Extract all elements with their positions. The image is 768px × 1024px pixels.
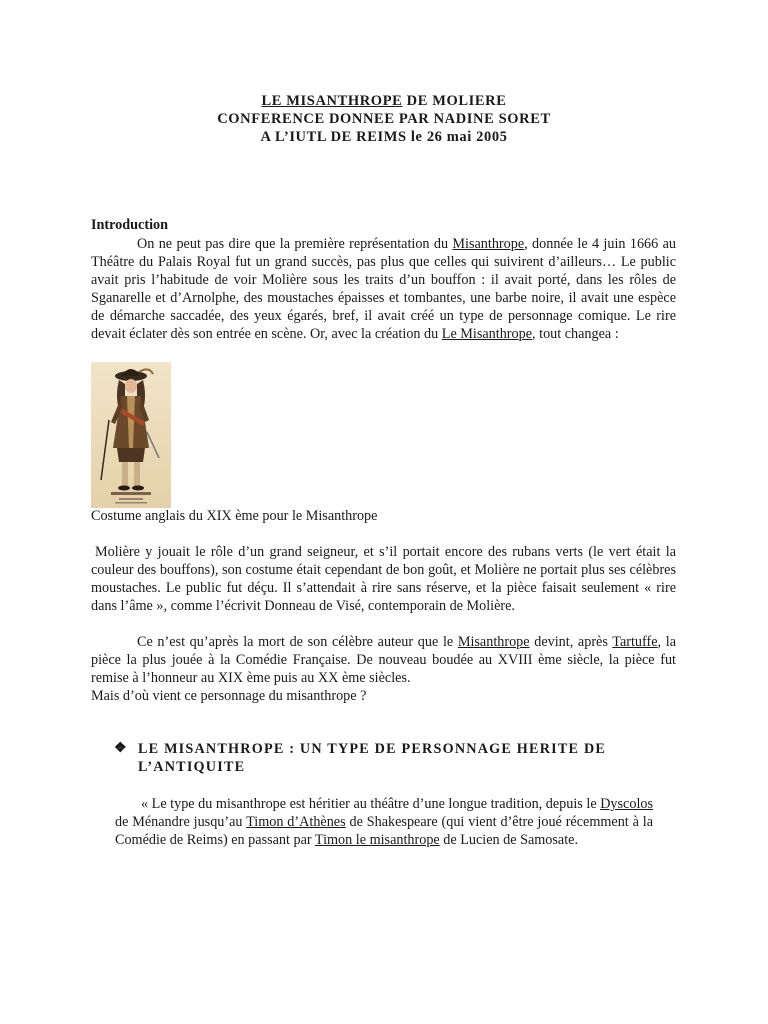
text-run: , donnée le 4 juin 1666 au Théâtre du Palais Royal fut un grand succès, pas plus que celles qui suivirent d’ailleurs… Le public avait pris l’habitude de voir Molière sous les traits d’un bouffon : il avait porté, dans les rôles de Sganarelle et d’Arnolphe, des moustaches épaisses et tombantes, une barbe noire, il avait une espèce de démarche saccadée, des yeux égarés, bref, il avait créé un type de personnage comique. Le rire devait éclater dès son entrée en scène. Or, avec la création du <box>91 236 676 342</box>
venue-date-line: A L’IUTL DE REIMS le 26 mai 2005 <box>260 129 508 145</box>
conference-line: CONFERENCE DONNEE PAR NADINE SORET <box>217 111 551 127</box>
text-run: de Shakespeare (qui vient d’être joué récemment à la Comédie de Reims) en passant par <box>115 814 654 848</box>
diamond-bullet-icon: ❖ <box>114 741 127 756</box>
text-run: Ce n’est qu’après la mort de son célèbre auteur que le <box>137 634 458 650</box>
posterity-paragraph <box>91 633 676 687</box>
text-run: de Lucien de Samosate. <box>439 832 578 848</box>
timon-athenes-link: Timon d’Athènes <box>246 814 346 830</box>
costume-paragraph: Molière y jouait le rôle d’un grand seigneur, et s’il portait encore des rubans verts (le vert était la couleur des bouffons), son costume était cependant de bon goût, et Molière ne portait plus ses célèbres moustaches. Le public fut déçu. Il s’attendait à rire sans réserve, et la pièce faisait seulement « rire dans l’âme », comme l’écrivit Donneau de Visé, contemporain de Molière. <box>91 544 676 614</box>
title-line <box>0 92 768 110</box>
title-author: DE MOLIERE <box>402 93 507 109</box>
play-title: LE MISANTHROPE <box>261 93 403 109</box>
question-line: Mais d’où vient ce personnage du misanthrope ? <box>91 688 367 704</box>
misanthrope-link: Misanthrope <box>452 236 525 252</box>
text-run: On ne peut pas dire que la première représentation du <box>137 236 453 252</box>
tartuffe-link: Tartuffe <box>612 634 658 650</box>
intro-paragraph <box>91 235 676 343</box>
costume-illustration <box>91 362 171 508</box>
text-run: devint, après <box>529 634 613 650</box>
document-header <box>0 92 768 146</box>
quote-paragraph <box>115 795 653 849</box>
figure-caption: Costume anglais du XIX ème pour le Misanthrope <box>91 508 378 524</box>
text-run: , la pièce la plus jouée à la Comédie Française. De nouveau boudée au XVIII ème siècle, la pièce fut remise à l’honneur au XIX ème puis au XX ème siècles. <box>91 634 676 686</box>
le-misanthrope-link: Le Misanthrope <box>441 326 533 342</box>
text-run: de Ménandre jusqu’au <box>115 814 247 830</box>
introduction-heading: Introduction <box>91 217 168 233</box>
text-run: « Le type du misanthrope est héritier au théâtre d’une longue tradition, depuis le <box>141 796 601 812</box>
section-heading <box>115 740 620 776</box>
text-run: , tout changea : <box>532 326 619 342</box>
misanthrope-link: Misanthrope <box>457 634 530 650</box>
timon-misanthrope-link: Timon le misanthrope <box>314 832 440 848</box>
dyscolos-link: Dyscolos <box>600 796 653 812</box>
section-title: LE MISANTHROPE : UN TYPE DE PERSONNAGE HERITE DE L’ANTIQUITE <box>138 741 607 775</box>
